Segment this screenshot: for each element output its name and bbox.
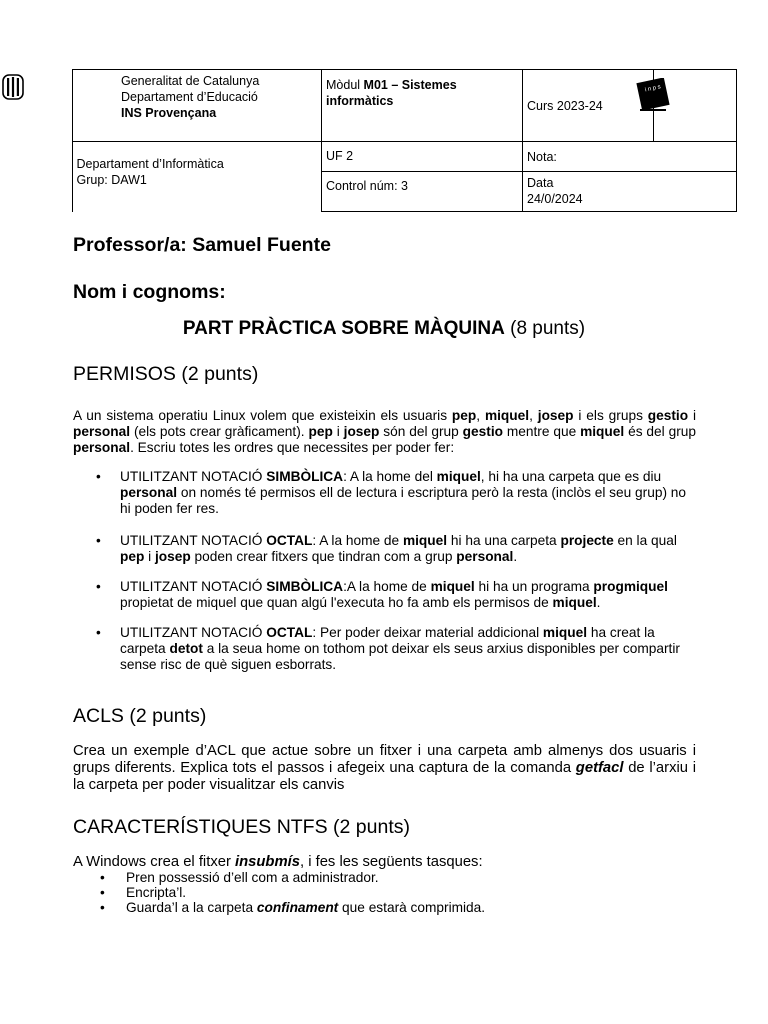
permisos-item-1: • UTILITZANT NOTACIÓ SIMBÒLICA: A la home del miquel, hi ha una carpeta que es diu personal on només té permisos ell de lectura i escriptura però la resta (inclòs el seu grup) no hi poden fer res.: [73, 469, 696, 517]
modul-prefix: Mòdul: [326, 78, 364, 92]
section-heading-permisos: PERMISOS (2 punts): [73, 363, 259, 385]
exam-title-points: (8 punts): [504, 318, 586, 339]
generalitat-seal-icon: [2, 74, 24, 100]
acls-text: Crea un exemple d’ACL que actue sobre un fitxer i una carpeta amb almenys dos usuaris i grups diferents. Explica tots el passos i afegeix una captura de la comanda getfacl de l’arxiu i la carpeta per poder visualitzar els canvis: [73, 743, 696, 793]
permisos-item-4: • UTILITZANT NOTACIÓ OCTAL: Per poder deixar material addicional miquel ha creat la carpeta detot a la seua home on tothom pot deixar els seus arxius disponibles per compartir sense risc de què siguen esborrats.: [73, 625, 696, 673]
student-name-line: Nom i cognoms:: [73, 281, 226, 303]
permisos-item-3: • UTILITZANT NOTACIÓ SIMBÒLICA:A la home de miquel hi ha un programa progmiquel propietat de miquel que quan algú l'executa ho fa amb els permisos de miquel.: [73, 579, 696, 611]
ntfs-item-3: • Guarda’l a la carpeta confinament que estarà comprimida.: [73, 900, 673, 915]
data-label: Data: [527, 176, 554, 190]
control-label: Control núm: 3: [326, 179, 408, 193]
uf-cell: [322, 142, 523, 172]
ntfs-intro: A Windows crea el fitxer insubmís, i fes les següents tasques:: [73, 854, 483, 870]
exam-title-bold: PART PRÀCTICA SOBRE MÀQUINA: [182, 318, 505, 339]
control-cell: [322, 172, 523, 212]
dept-line1: Departament d’Informàtica: [76, 157, 224, 171]
nota-cell: [523, 142, 737, 172]
logo-text: i n p s: [644, 84, 662, 94]
ntfs-item-2: • Encripta’l.: [73, 885, 673, 900]
ntfs-item-1: • Pren possessió d’ell com a administrador.: [73, 870, 673, 885]
school-name: INS Provençana: [121, 106, 217, 120]
org-line2: Departament d’Educació: [121, 90, 258, 104]
section-heading-ntfs: CARACTERÍSTIQUES NTFS (2 punts): [73, 816, 410, 838]
modul-name: M01 – Sistemes informàtics: [326, 78, 457, 108]
ins-provencana-logo-icon: [636, 78, 670, 114]
professor-line: Professor/a: Samuel Fuente: [73, 234, 331, 256]
uf-label: UF 2: [326, 149, 354, 163]
exam-title: [0, 318, 768, 340]
data-value: 24/0/2024: [527, 192, 583, 206]
dept-cell: [73, 142, 322, 212]
curs-label: Curs 2023-24: [527, 98, 603, 113]
data-cell: [523, 172, 737, 212]
org-cell: [73, 70, 322, 142]
permisos-item-2: • UTILITZANT NOTACIÓ OCTAL: A la home de miquel hi ha una carpeta projecte en la qual pep i josep poden crear fitxers que tindran com a grup personal.: [73, 533, 696, 565]
nota-label: Nota:: [527, 149, 557, 164]
modul-cell: [322, 70, 523, 142]
dept-group: Grup: DAW1: [76, 173, 147, 187]
permisos-list: [73, 469, 696, 673]
section-heading-acls: ACLS (2 punts): [73, 705, 207, 727]
ntfs-list: [73, 870, 673, 915]
curs-cell: [523, 70, 654, 142]
permisos-intro: A un sistema operatiu Linux volem que existeixin els usuaris pep, miquel, josep i els grups gestio i personal (els pots crear gràficament). pep i josep són del grup gestio mentre que miquel és del grup personal. Escriu totes les ordres que necessites per poder fer:: [73, 408, 697, 455]
org-line1: Generalitat de Catalunya: [121, 74, 260, 88]
